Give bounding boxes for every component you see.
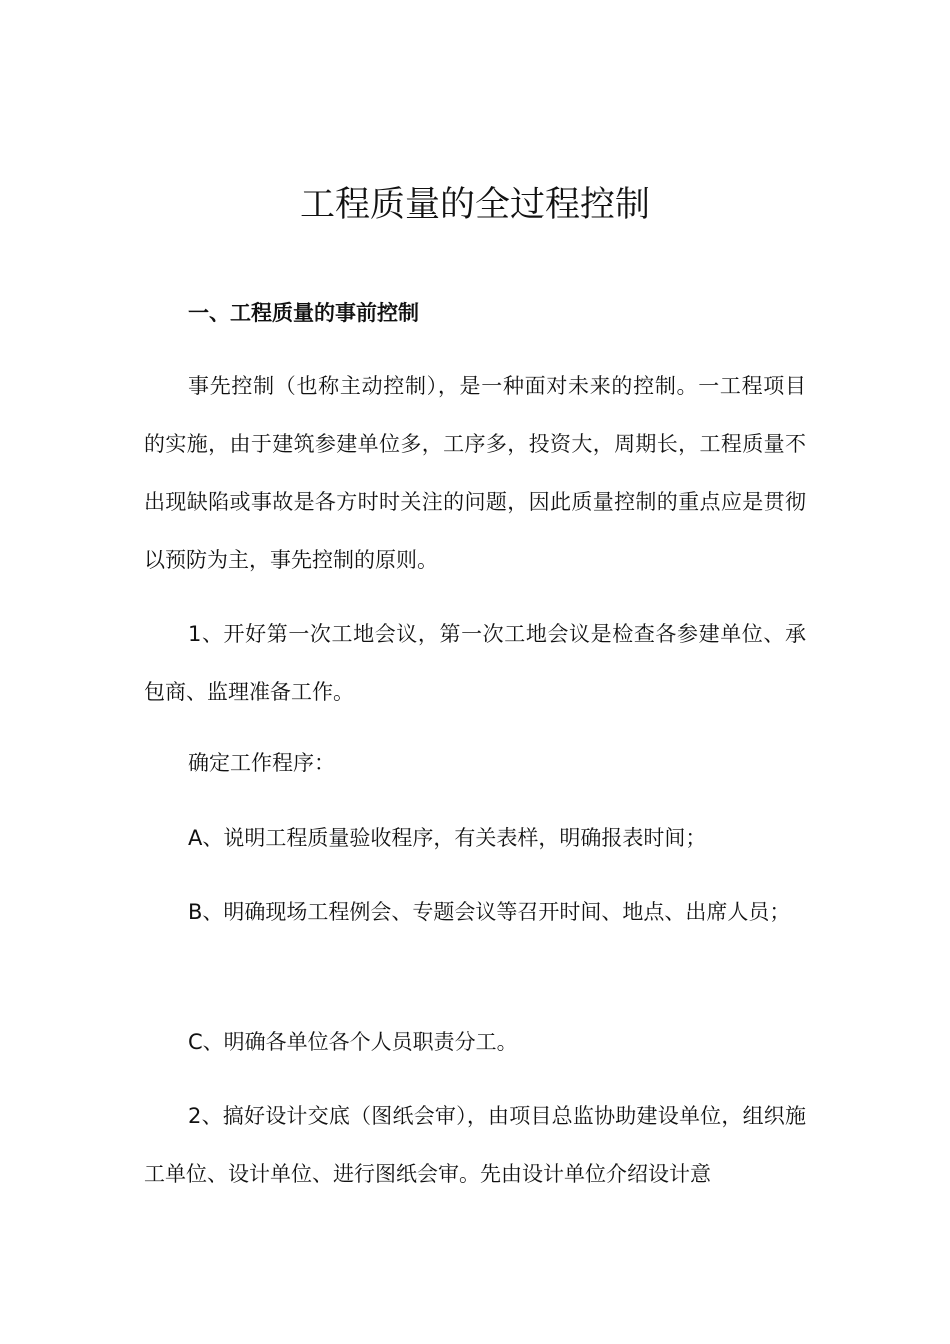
paragraph-item-1: 1、开好第一次工地会议，第一次工地会议是检查各参建单位、承包商、监理准备工作。: [144, 622, 806, 704]
paragraph-item-c: C、明确各单位各个人员职责分工。: [188, 1030, 518, 1054]
paragraph-item-a: A、说明工程质量验收程序，有关表样，明确报表时间；: [188, 826, 707, 850]
document-title: 工程质量的全过程控制: [299, 185, 650, 225]
paragraph-item-2: 2、搞好设计交底（图纸会审），由项目总监协助建设单位，组织施工单位、设计单位、进行图纸会审。先由设计单位介绍设计意: [144, 1104, 806, 1186]
paragraph-intro: 事先控制（也称主动控制），是一种面对未来的控制。一工程项目的实施，由于建筑参建单位多，工序多，投资大，周期长，工程质量不出现缺陷或事故是各方时时关注的问题，因此质量控制的重点应是贯彻以预防为主，事先控制的原则。: [144, 374, 806, 572]
paragraph-procedure-label: 确定工作程序：: [188, 751, 335, 775]
paragraph-item-b: B、明确现场工程例会、专题会议等召开时间、地点、出席人员；: [188, 900, 791, 924]
section-heading: 一、工程质量的事前控制: [188, 301, 419, 325]
